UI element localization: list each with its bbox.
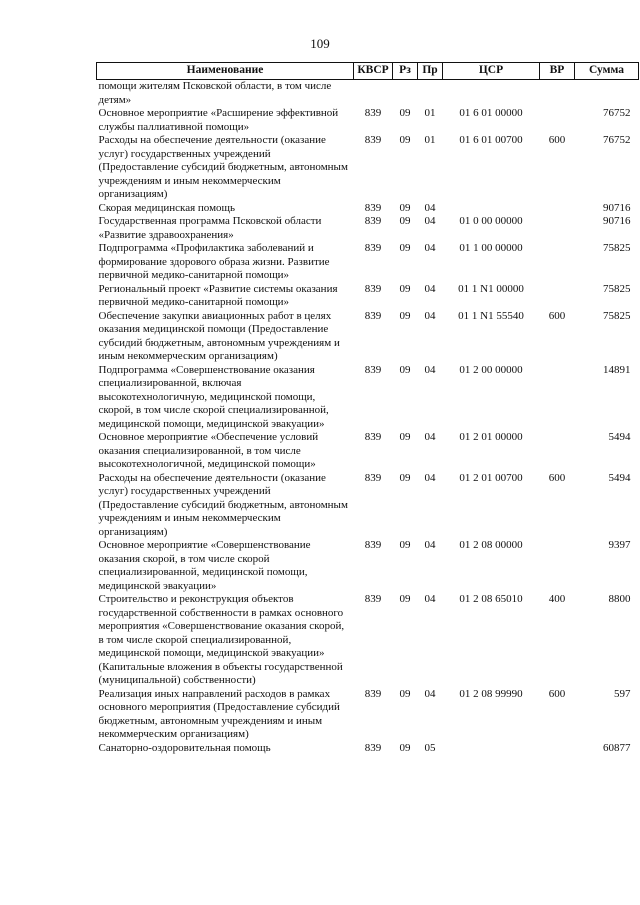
cell-sum: 75825 [603, 242, 631, 254]
cell-csr: 01 6 01 00000 [459, 107, 523, 119]
cell-pr: 04 [424, 242, 436, 254]
cell-vr [540, 215, 575, 242]
cell-kvsr: 839 [364, 593, 382, 605]
table-body [97, 80, 639, 756]
cell-rz: 09 [399, 539, 411, 551]
header-kvsr: КВСР [354, 63, 393, 80]
table-row [97, 539, 639, 593]
cell-vr: 600 [548, 471, 566, 484]
header-csr: ЦСР [443, 63, 540, 80]
cell-rz: 09 [399, 687, 411, 700]
cell-name: Расходы на обеспечение деятельности (оказание услуг) государственных учреждений (Предоставление субсидий бюджетным, автономным учреждениям и иным некоммерческим организациям) [98, 471, 348, 538]
table-row [97, 202, 639, 216]
cell-sum: 597 [614, 687, 631, 700]
cell-csr [443, 742, 540, 756]
cell-pr: 04 [424, 282, 436, 295]
cell-sum: 76752 [603, 107, 631, 119]
cell-pr: 01 [424, 134, 436, 146]
table-row [97, 593, 639, 688]
cell-rz: 09 [399, 242, 411, 254]
cell-pr: 04 [424, 201, 436, 214]
table-row [97, 242, 639, 283]
cell-kvsr: 839 [364, 741, 382, 754]
table-row [97, 283, 639, 310]
cell-rz: 09 [399, 215, 411, 227]
cell-csr: 01 2 08 00000 [459, 539, 523, 551]
cell-pr [418, 80, 443, 108]
header-sum: Сумма [575, 63, 639, 80]
cell-name: Основное мероприятие «Обеспечение условий оказания специализированной, в том числе высокотехнологичной, медицинской помощи» [98, 431, 319, 470]
cell-vr [540, 107, 575, 134]
cell-kvsr: 839 [364, 309, 382, 322]
cell-name: Подпрограмма «Профилактика заболеваний и формирование здорового образа жизни. Развитие первичной медико-санитарной помощи» [98, 242, 330, 281]
cell-rz: 09 [399, 741, 411, 754]
cell-rz: 09 [399, 431, 411, 443]
cell-name: Санаторно-оздоровительная помощь [98, 741, 271, 754]
cell-csr: 01 6 01 00700 [459, 134, 523, 146]
cell-sum: 90716 [603, 215, 631, 227]
cell-name: Основное мероприятие «Расширение эффективной службы паллиативной помощи» [98, 107, 339, 133]
cell-csr: 01 2 08 65010 [459, 593, 523, 605]
cell-rz: 09 [399, 363, 411, 376]
cell-vr: 600 [548, 687, 566, 700]
table-row [97, 215, 639, 242]
cell-name: Скорая медицинская помощь [98, 201, 236, 214]
cell-vr [540, 242, 575, 283]
cell-name: Расходы на обеспечение деятельности (оказание услуг) государственных учреждений (Предоставление субсидий бюджетным, автономным учреждениям и иным некоммерческим организациям) [98, 134, 348, 200]
cell-csr: 01 2 08 99990 [459, 687, 523, 700]
cell-csr [443, 202, 540, 216]
cell-kvsr: 839 [364, 282, 382, 295]
cell-vr [540, 202, 575, 216]
table-row [97, 107, 639, 134]
budget-table [96, 62, 639, 755]
cell-csr: 01 2 00 00000 [459, 363, 523, 376]
header-rz: Рз [393, 63, 418, 80]
cell-name: Реализация иных направлений расходов в рамках основного мероприятия (Предоставление субсидий бюджетным, автономным учреждениям и иным некоммерческим организациям) [98, 687, 340, 740]
cell-pr: 04 [424, 215, 436, 227]
cell-sum: 9397 [608, 539, 631, 551]
table-row [97, 310, 639, 364]
cell-sum: 5494 [608, 431, 631, 443]
cell-vr [540, 742, 575, 756]
cell-name: Государственная программа Псковской области «Развитие здравоохранения» [98, 215, 322, 241]
cell-name: Обеспечение закупки авиационных работ в целях оказания медицинской помощи (Предоставление субсидий бюджетным, автономным учреждениям и иным некоммерческим организациям) [98, 309, 340, 362]
cell-sum: 14891 [603, 363, 631, 376]
cell-csr: 01 1 N1 00000 [458, 282, 524, 295]
cell-sum: 76752 [603, 134, 631, 146]
cell-csr: 01 1 N1 55540 [458, 309, 524, 322]
cell-pr: 04 [424, 687, 436, 700]
cell-csr: 01 2 01 00000 [459, 431, 523, 443]
cell-vr [540, 539, 575, 593]
cell-csr: 01 0 00 00000 [459, 215, 523, 227]
table-row [97, 688, 639, 742]
cell-kvsr: 839 [364, 687, 382, 700]
cell-vr [540, 364, 575, 432]
cell-pr: 04 [424, 363, 436, 376]
cell-rz: 09 [399, 471, 411, 484]
cell-sum: 90716 [603, 201, 631, 214]
table-row [97, 742, 639, 756]
cell-kvsr: 839 [364, 134, 382, 146]
cell-vr: 600 [548, 134, 566, 146]
cell-vr [540, 283, 575, 310]
cell-kvsr: 839 [364, 242, 382, 254]
table-header-row [97, 63, 639, 80]
cell-name: Подпрограмма «Совершенствование оказания специализированной, включая высокотехнологичную, медицинской помощи, скорой, в том числе скорой специализированной, медицинской помощи, медицинской эвакуации» [98, 363, 329, 430]
header-vr: ВР [540, 63, 575, 80]
header-name: Наименование [97, 63, 354, 80]
cell-vr: 400 [548, 593, 566, 605]
table-row [97, 472, 639, 540]
cell-pr: 01 [424, 107, 436, 119]
cell-kvsr: 839 [364, 363, 382, 376]
cell-name: Региональный проект «Развитие системы оказания первичной медико-санитарной помощи» [98, 282, 338, 308]
cell-name: Основное мероприятие «Совершенствование оказания скорой, в том числе скорой специализированной, медицинской помощи, медицинской эвакуации» [98, 539, 311, 592]
cell-rz: 09 [399, 282, 411, 295]
cell-kvsr: 839 [364, 431, 382, 443]
cell-kvsr [354, 80, 393, 108]
cell-rz: 09 [399, 309, 411, 322]
cell-pr: 05 [424, 741, 436, 754]
cell-kvsr: 839 [364, 539, 382, 551]
table-row [97, 134, 639, 202]
cell-vr: 600 [548, 309, 566, 322]
cell-csr [443, 80, 540, 108]
cell-vr [540, 431, 575, 472]
cell-sum [575, 80, 639, 108]
cell-pr: 04 [424, 471, 436, 484]
cell-pr: 04 [424, 309, 436, 322]
cell-name: Строительство и реконструкция объектов государственной собственности в рамках основного мероприятия «Совершенствование оказания скорой, в том числе скорой специализированной, медицинской помощи, медицинской эвакуации» (Капитальные вложения в объекты государственной (муниципальной) собственности) [98, 593, 345, 686]
cell-rz: 09 [399, 107, 411, 119]
cell-rz: 09 [399, 201, 411, 214]
table-row [97, 364, 639, 432]
table-row [97, 431, 639, 472]
cell-sum: 60877 [603, 741, 631, 754]
page-number: 109 [310, 36, 330, 51]
cell-sum: 75825 [603, 282, 631, 295]
cell-vr [540, 80, 575, 108]
cell-rz: 09 [399, 134, 411, 146]
cell-kvsr: 839 [364, 201, 382, 214]
cell-pr: 04 [424, 539, 436, 551]
cell-pr: 04 [424, 431, 436, 443]
cell-csr: 01 1 00 00000 [459, 242, 523, 254]
table-row [97, 80, 639, 108]
cell-rz [393, 80, 418, 108]
cell-kvsr: 839 [364, 107, 382, 119]
cell-csr: 01 2 01 00700 [459, 471, 523, 484]
cell-sum: 8800 [608, 593, 631, 605]
cell-sum: 75825 [603, 309, 631, 322]
header-pr: Пр [418, 63, 443, 80]
cell-sum: 5494 [608, 471, 631, 484]
cell-rz: 09 [399, 593, 411, 605]
cell-kvsr: 839 [364, 215, 382, 227]
cell-name: помощи жителям Псковской области, в том числе детям» [98, 80, 332, 106]
cell-pr: 04 [424, 593, 436, 605]
cell-kvsr: 839 [364, 471, 382, 484]
